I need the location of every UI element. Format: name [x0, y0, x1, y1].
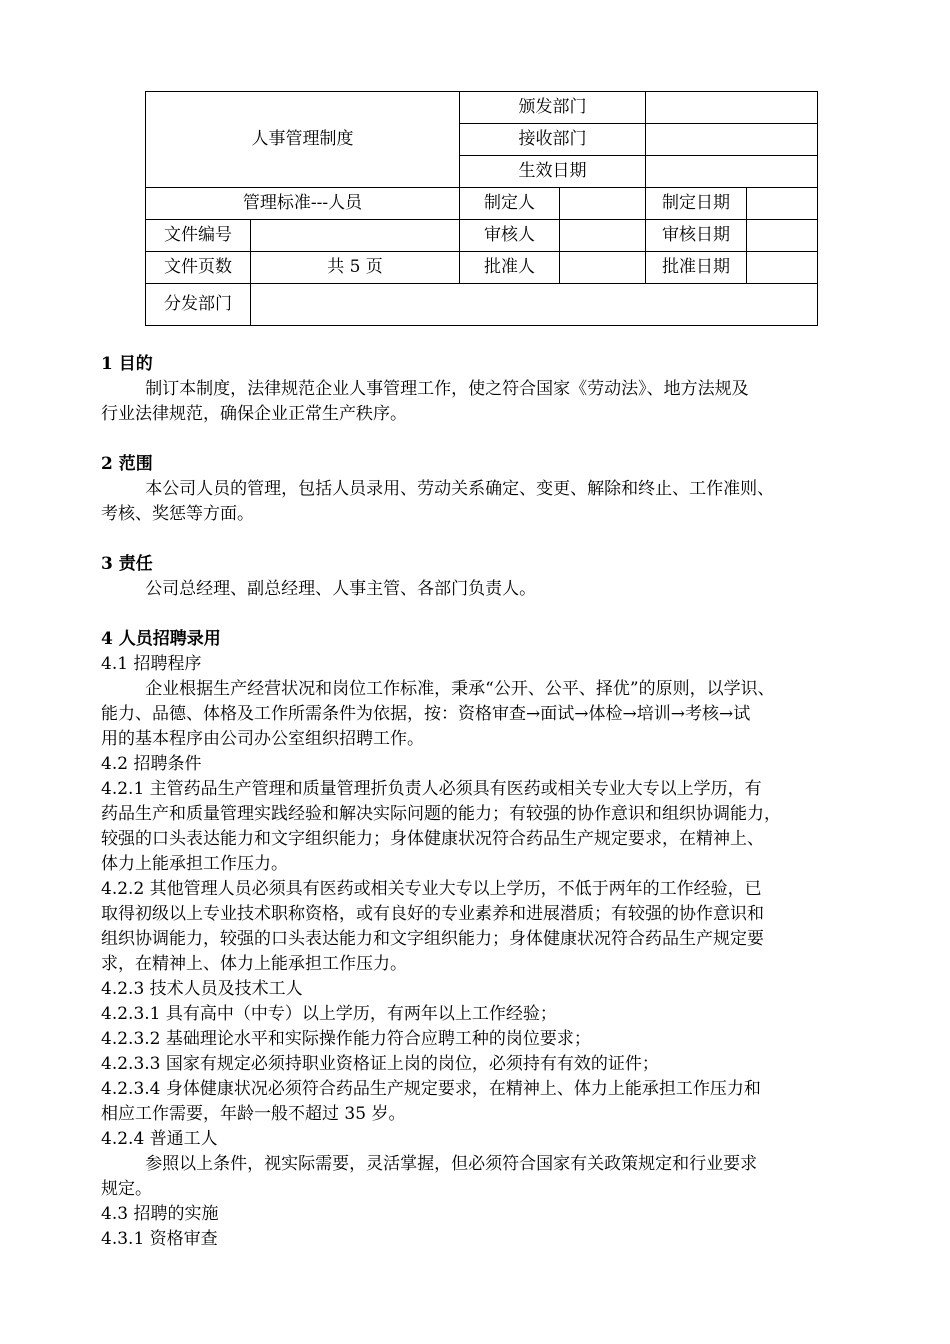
clause-4-2-2-line: 取得初级以上专业技术职称资格，或有良好的专业素养和进展潜质；有较强的协作意识和 — [101, 904, 764, 924]
distribution-value — [251, 284, 818, 326]
review-date-value — [747, 220, 818, 252]
reviewer-value — [560, 220, 646, 252]
reviewer-label: 审核人 — [460, 220, 560, 252]
section-1-text-line: 制订本制度，法律规范企业人事管理工作，使之符合国家《劳动法》、地方法规及 — [145, 379, 749, 399]
clause-4-2-3-title: 4.2.3 技术人员及技术工人 — [101, 979, 303, 999]
clause-4-2-4-text-line: 参照以上条件，视实际需要，灵活掌握，但必须符合国家有关政策规定和行业要求 — [145, 1154, 758, 1174]
clause-4-2-1-line: 4.2.1 主管药品生产管理和质量管理折负责人必须具有医药或相关专业大专以上学历，有 — [101, 779, 762, 799]
clause-4-2-2-line: 组织协调能力，较强的口头表达能力和文字组织能力；身体健康状况符合药品生产规定要 — [101, 929, 764, 949]
document-body — [101, 352, 861, 1252]
clause-4-2-4-text-line: 规定。 — [101, 1179, 152, 1199]
subsection-4-3-title: 4.3 招聘的实施 — [101, 1204, 219, 1224]
issue-dept-label: 颁发部门 — [460, 92, 646, 124]
clause-4-2-3-4-line: 相应工作需要，年龄一般不超过 35 岁。 — [101, 1104, 406, 1124]
pages-label: 文件页数 — [146, 252, 251, 284]
review-date-label: 审核日期 — [646, 220, 747, 252]
approve-date-label: 批准日期 — [646, 252, 747, 284]
clause-4-2-1-line: 体力上能承担工作压力。 — [101, 854, 288, 874]
receive-dept-value — [646, 124, 818, 156]
maker-value — [560, 188, 646, 220]
effective-date-label: 生效日期 — [460, 156, 646, 188]
clause-4-2-3-1: 4.2.3.1 具有高中（中专）以上学历，有两年以上工作经验； — [101, 1004, 557, 1024]
approver-label: 批准人 — [460, 252, 560, 284]
effective-date-value — [646, 156, 818, 188]
clause-4-2-3-4-line: 4.2.3.4 身体健康状况必须符合药品生产规定要求，在精神上、体力上能承担工作压力和 — [101, 1079, 761, 1099]
subsection-4-1-title: 4.1 招聘程序 — [101, 654, 202, 674]
section-2-title: 2 范围 — [101, 454, 153, 474]
clause-4-2-2-line: 4.2.2 其他管理人员必须具有医药或相关专业大专以上学历，不低于两年的工作经验，已 — [101, 879, 762, 899]
section-3-title: 3 责任 — [101, 554, 153, 574]
make-date-label: 制定日期 — [646, 188, 747, 220]
clause-4-2-1-line: 药品生产和质量管理实践经验和解决实际问题的能力；有较强的协作意识和组织协调能力， — [101, 804, 781, 824]
clause-4-2-2-line: 求，在精神上、体力上能承担工作压力。 — [101, 954, 407, 974]
approve-date-value — [747, 252, 818, 284]
clause-4-2-1-line: 较强的口头表达能力和文字组织能力；身体健康状况符合药品生产规定要求，在精神上、 — [101, 829, 764, 849]
section-2-text-line: 本公司人员的管理，包括人员录用、劳动关系确定、变更、解除和终止、工作准则、 — [145, 479, 775, 499]
document-category: 管理标准---人员 — [146, 188, 460, 220]
clause-4-2-3-3: 4.2.3.3 国家有规定必须持职业资格证上岗的岗位，必须持有有效的证件； — [101, 1054, 659, 1074]
pages-value: 共 5 页 — [251, 252, 460, 284]
distribution-label: 分发部门 — [146, 284, 251, 326]
section-4-title: 4 人员招聘录用 — [101, 629, 221, 649]
section-1-text-line: 行业法律规范，确保企业正常生产秩序。 — [101, 404, 407, 424]
subsection-4-1-text-line: 企业根据生产经营状况和岗位工作标准，秉承“公开、公平、择优”的原则，以学识、 — [145, 679, 775, 699]
clause-4-2-3-2: 4.2.3.2 基础理论水平和实际操作能力符合应聘工种的岗位要求； — [101, 1029, 591, 1049]
clause-4-3-1-title: 4.3.1 资格审查 — [101, 1229, 218, 1249]
issue-dept-value — [646, 92, 818, 124]
receive-dept-label: 接收部门 — [460, 124, 646, 156]
subsection-4-1-text-line: 能力、品德、体格及工作所需条件为依据，按：资格审查→面试→体检→培训→考核→试 — [101, 704, 751, 724]
subsection-4-1-text-line: 用的基本程序由公司办公室组织招聘工作。 — [101, 729, 424, 749]
doc-no-label: 文件编号 — [146, 220, 251, 252]
document-header-table — [145, 91, 818, 326]
doc-no-value — [251, 220, 460, 252]
section-2-text-line: 考核、奖惩等方面。 — [101, 504, 254, 524]
subsection-4-2-title: 4.2 招聘条件 — [101, 754, 202, 774]
section-3-text-line: 公司总经理、副总经理、人事主管、各部门负责人。 — [145, 579, 537, 599]
maker-label: 制定人 — [460, 188, 560, 220]
clause-4-2-4-title: 4.2.4 普通工人 — [101, 1129, 218, 1149]
make-date-value — [747, 188, 818, 220]
section-1-title: 1 目的 — [101, 354, 153, 374]
approver-value — [560, 252, 646, 284]
document-title: 人事管理制度 — [146, 92, 460, 188]
